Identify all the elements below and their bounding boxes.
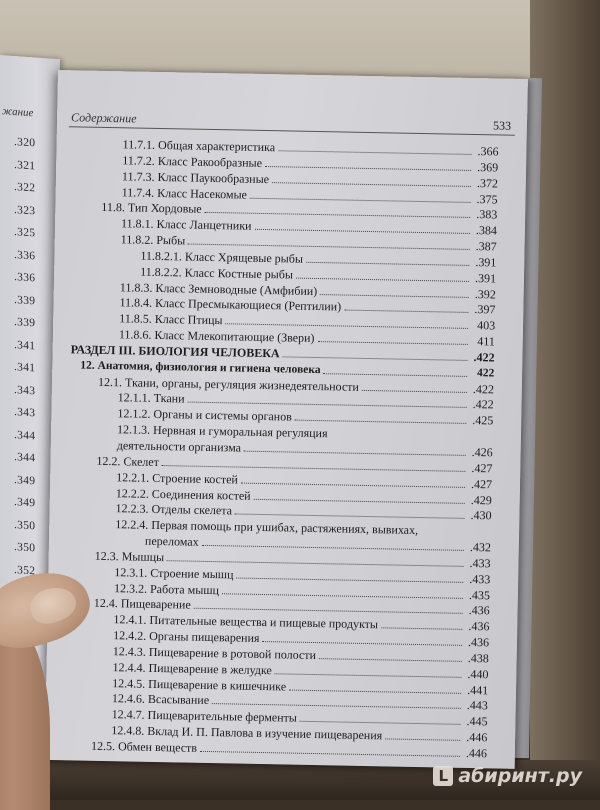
toc-entry: 11.8.2.1. Класс Хрящевые рыбы .391 [140, 248, 497, 270]
left-page-number: .336 [14, 270, 36, 285]
toc-entry: 12.3. Мышцы .433 [94, 548, 491, 571]
page-number: 533 [492, 118, 512, 133]
toc-entry: 12.4.3. Пищеварение в ротовой полости .438 [112, 644, 489, 666]
left-page-number: .339 [14, 293, 36, 307]
left-page-number: .350 [14, 540, 36, 555]
toc-entry: 12.1.1. Ткани .422 [117, 390, 494, 412]
toc-entry: 11.7.3. Класс Паукообразные .372 [121, 168, 499, 191]
left-page-number: .344 [14, 428, 36, 442]
toc-entry: переломах .432 [144, 533, 492, 555]
toc-entry: 11.8.1. Класс Ланцетники .384 [120, 216, 498, 238]
toc-entry: 11.8.4. Класс Пресмыкающиеся (Рептилии) .397 [119, 295, 496, 317]
toc-entry-line: 12.1.3. Нервная и гуморальная регуляция [116, 422, 328, 441]
left-page-header: жание [2, 105, 34, 120]
toc-entry: 11.8.2. Рыбы .387 [120, 232, 497, 254]
labirint-logo-icon: L [433, 766, 453, 786]
toc-entry: 11.8. Тип Хордовые .383 [101, 200, 498, 222]
toc-entry: 12.2.2. Соединения костей .429 [115, 485, 492, 507]
page-header-title: Содержание [70, 110, 137, 126]
toc-entry: 12.4. Пищеварение .436 [93, 596, 490, 618]
toc-entry: 12.3.2. Работа мышц .435 [113, 580, 491, 602]
toc-entry: 12.1. Ткани, органы, регуляция жизнедеятельности .422 [97, 374, 495, 397]
left-page-number: .339 [14, 315, 36, 330]
toc-entry: 11.8.6. Класс Млекопитающие (Звери) 411 [118, 327, 496, 349]
toc-entry: 12.4.1. Питательные вещества и пищевые продукты .436 [113, 612, 490, 634]
header-rule [69, 126, 515, 136]
left-page-number: .343 [14, 405, 36, 420]
watermark-text: абиринт.ру [458, 765, 582, 787]
toc-entry: 11.8.5. Класс Птицы 403 [119, 311, 496, 333]
toc-entry: 12.3.1. Строение мышц .433 [114, 564, 491, 587]
left-page-number: .336 [14, 248, 36, 262]
left-page-number: .320 [14, 135, 36, 150]
toc-entry: 12.4.6. Всасывание .443 [111, 691, 489, 713]
left-page-number: .343 [14, 383, 36, 397]
book-page [45, 70, 528, 769]
left-page-number: .325 [14, 225, 36, 240]
toc-chapter-heading: 12. Анатомия, физиология и гигиена человека 422 [80, 359, 495, 380]
toc-entry: 12.2. Скелет .427 [96, 453, 493, 476]
toc-entry: 12.4.7. Пищеварительные ферменты .445 [111, 707, 488, 729]
left-page-number: .344 [14, 450, 36, 465]
toc-entry: 11.7.4. Класс Насекомые .375 [121, 184, 498, 206]
toc-entry: 11.7.1. Общая характеристика .366 [122, 137, 499, 159]
toc-entry: деятельности организма .426 [116, 438, 493, 460]
toc-entry: 12.2.3. Отделы скелета .430 [115, 501, 492, 523]
left-page-number: .341 [14, 338, 36, 352]
left-page-number: .321 [14, 158, 36, 172]
left-page-number: .349 [14, 495, 36, 510]
toc-entry: 11.7.2. Класс Ракообразные .369 [122, 153, 499, 175]
left-page-number: .352 [14, 563, 36, 577]
toc-entry: 12.4.2. Органы пищеварения .436 [113, 628, 490, 650]
toc-entry: 12.5. Обмен веществ .446 [90, 738, 488, 761]
toc-entry: 12.4.8. Вклад И. П. Павлова в изучение пищеварения .446 [111, 723, 488, 745]
toc-entry: 12.4.5. Пищеварение в кишечнике .441 [112, 675, 489, 697]
watermark [433, 765, 582, 787]
toc-entry: 12.1.2. Органы и системы органов .425 [117, 406, 494, 428]
toc-entry: 12.2.1. Строение костей .427 [116, 469, 493, 492]
left-page-number: .322 [14, 180, 36, 195]
toc-entry-line: 12.2.4. Первая помощь при ушибах, растяжениях, вывихах, [115, 517, 419, 538]
left-page-number: .323 [14, 203, 36, 217]
toc-entry: 12.4.4. Пищеварение в желудке .440 [112, 659, 489, 682]
toc-section-heading: РАЗДЕЛ III. БИОЛОГИЯ ЧЕЛОВЕКА .422 [70, 342, 495, 365]
left-page-number: .349 [14, 473, 36, 487]
toc-entry: 11.8.3. Класс Земноводные (Амфибии) .392 [119, 279, 496, 302]
left-page-number: .341 [14, 360, 36, 375]
toc-entry: 11.8.2.2. Класс Костные рыбы .391 [140, 264, 497, 286]
left-page-number: .350 [14, 518, 36, 532]
